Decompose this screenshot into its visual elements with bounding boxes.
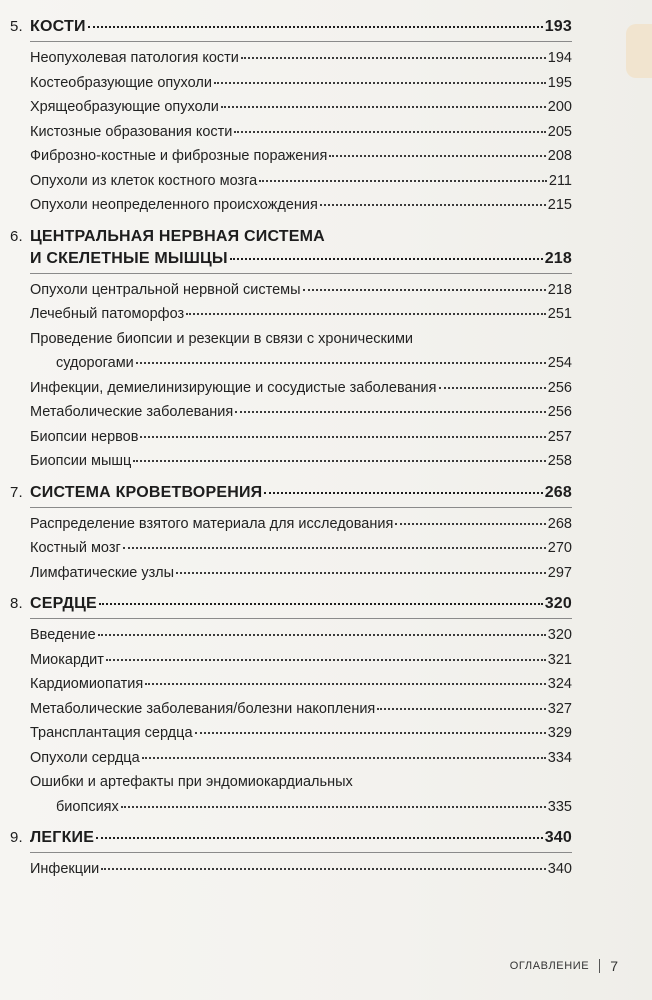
toc-entry-title: биопсиях [56, 798, 119, 815]
chapter-page-number: 268 [544, 483, 572, 501]
page-edge-tab [626, 24, 652, 78]
toc-entry-page-number: 195 [547, 74, 572, 91]
chapter-divider [30, 852, 572, 853]
toc-entry[interactable] [30, 120, 572, 145]
toc-entry-title: Опухоли сердца [30, 749, 140, 766]
dot-leader [241, 57, 546, 59]
dot-leader [123, 547, 546, 549]
toc-entry-title: Ошибки и артефакты при эндомиокардиальных [30, 774, 353, 790]
toc-entry[interactable] [30, 746, 572, 771]
toc-entry[interactable] [30, 400, 572, 425]
toc-entry-title: Фиброзно-костные и фиброзные поражения [30, 148, 328, 164]
toc-entry[interactable] [30, 169, 572, 194]
toc-entry-title: Опухоли центральной нервной системы [30, 281, 301, 298]
chapter-heading[interactable] [10, 226, 572, 270]
chapter-page-number: 340 [544, 829, 572, 846]
toc-entry-title: Опухоли неопределенного происхождения [30, 197, 318, 213]
toc-entry-title: Инфекции [30, 861, 100, 877]
chapter-3 [10, 482, 572, 586]
toc-entry[interactable] [30, 512, 572, 537]
chapter-heading[interactable] [10, 16, 572, 38]
toc-entry-page-number: 215 [547, 197, 572, 213]
toc-entry[interactable] [30, 193, 572, 218]
chapter-heading[interactable] [10, 482, 572, 504]
dot-leader [329, 155, 546, 157]
dot-leader [234, 131, 545, 133]
toc-entry-page-number: 334 [547, 749, 572, 766]
dot-leader [142, 757, 546, 759]
dot-leader [230, 258, 543, 260]
chapter-title: СИСТЕМА КРОВЕТВОРЕНИЯ [30, 483, 263, 501]
chapter-number: 5. [10, 18, 23, 35]
toc-entry-page-number: 200 [547, 99, 572, 115]
dot-leader [320, 204, 546, 206]
toc-entry-page-number: 208 [547, 148, 572, 164]
dot-leader [145, 683, 546, 685]
chapter-heading[interactable] [10, 593, 572, 615]
dot-leader [395, 523, 545, 525]
toc-entry-page-number: 251 [547, 306, 572, 322]
toc-entry[interactable] [30, 302, 572, 327]
toc-entry-page-number: 327 [547, 700, 572, 717]
dot-leader [140, 436, 545, 438]
dot-leader [186, 313, 546, 315]
toc-entry-title: Миокардит [30, 651, 104, 668]
chapter-title: ЦЕНТРАЛЬНАЯ НЕРВНАЯ СИСТЕМА [30, 227, 325, 245]
toc-entry-page-number: 268 [547, 515, 572, 532]
toc-entry[interactable] [30, 857, 572, 882]
toc-entry-title: Трансплантация сердца [30, 725, 193, 741]
chapter-5 [10, 827, 572, 882]
toc-entry-title: судорогами [56, 355, 134, 371]
dot-leader [106, 659, 546, 661]
toc-entry-title: Опухоли из клеток костного мозга [30, 172, 258, 189]
dot-leader [136, 362, 546, 364]
toc-entry-page-number: 270 [547, 540, 572, 556]
dot-leader [96, 837, 543, 839]
toc-entry-page-number: 211 [548, 172, 572, 189]
toc-entry[interactable] [30, 561, 572, 586]
toc-entry-title: Биопсии мышц [30, 453, 132, 469]
toc-entry[interactable] [30, 144, 572, 169]
toc-entry-title: Лимфатические узлы [30, 564, 175, 581]
toc-entry-title: Кистозные образования кости [30, 123, 233, 140]
toc-entry-title: Хрящеобразующие опухоли [30, 99, 219, 115]
toc-entry-page-number: 320 [547, 627, 572, 643]
chapter-entries [30, 46, 572, 218]
dot-leader [98, 634, 546, 636]
toc-entry-title: Неопухолевая патология кости [30, 50, 239, 66]
toc-entry[interactable] [30, 46, 572, 71]
toc-entry[interactable] [30, 770, 572, 819]
chapter-divider [30, 507, 572, 508]
chapter-divider [30, 618, 572, 619]
toc-entry[interactable] [30, 697, 572, 722]
chapter-entries [30, 623, 572, 819]
dot-leader [264, 492, 542, 494]
toc-entry-page-number: 257 [547, 428, 572, 445]
toc-entry-page-number: 218 [547, 281, 572, 298]
chapter-divider [30, 273, 572, 274]
toc-entry-page-number: 324 [547, 676, 572, 692]
chapter-1 [10, 16, 572, 218]
dot-leader [99, 603, 543, 605]
dot-leader [221, 106, 546, 108]
toc-entry-page-number: 335 [547, 798, 572, 815]
chapter-page-number: 218 [544, 249, 572, 267]
toc-entry-page-number: 297 [547, 564, 572, 581]
toc-entry[interactable] [30, 278, 572, 303]
toc-entry[interactable] [30, 449, 572, 474]
chapter-number: 7. [10, 483, 23, 501]
chapter-number: 9. [10, 829, 23, 846]
dot-leader [121, 806, 546, 808]
dot-leader [195, 732, 546, 734]
chapter-title: ЛЕГКИЕ [30, 829, 95, 846]
dot-leader [133, 460, 545, 462]
chapter-2 [10, 226, 572, 474]
chapter-number: 6. [10, 227, 23, 245]
toc-entry-title: Кардиомиопатия [30, 676, 144, 692]
chapter-heading[interactable] [10, 827, 572, 849]
toc-entry-page-number: 256 [547, 404, 572, 420]
dot-leader [377, 708, 546, 710]
chapter-title: КОСТИ [30, 18, 86, 35]
dot-leader [101, 868, 546, 870]
dot-leader [303, 289, 546, 291]
chapter-entries [30, 278, 572, 474]
page-footer [510, 958, 618, 974]
dot-leader [88, 26, 543, 28]
toc-entry-page-number: 256 [547, 379, 572, 396]
toc-entry[interactable] [30, 71, 572, 96]
toc-entry[interactable] [30, 721, 572, 746]
toc-entry-page-number: 254 [547, 355, 572, 371]
toc-entry[interactable] [30, 536, 572, 561]
chapter-4 [10, 593, 572, 819]
chapter-page-number: 193 [544, 18, 572, 35]
dot-leader [439, 387, 546, 389]
chapter-title: СЕРДЦЕ [30, 595, 97, 612]
dot-leader [259, 180, 547, 182]
toc-entry[interactable] [30, 672, 572, 697]
page-number: 7 [610, 958, 618, 974]
toc-entry-title: Костеобразующие опухоли [30, 74, 212, 91]
toc-entry-page-number: 321 [547, 651, 572, 668]
toc-entry-page-number: 205 [547, 123, 572, 140]
toc-entry-title: Проведение биопсии и резекции в связи с хроническими [30, 330, 414, 347]
toc-entry-page-number: 329 [547, 725, 572, 741]
chapter-divider [30, 41, 572, 42]
footer-section-label: ОГЛАВЛЕНИЕ [509, 960, 590, 972]
toc-entry-title: Костный мозг [30, 540, 121, 556]
dot-leader [214, 82, 546, 84]
toc-entry-page-number: 194 [547, 50, 572, 66]
toc-entry[interactable] [30, 425, 572, 450]
dot-leader [176, 572, 546, 574]
chapter-number: 8. [10, 595, 23, 612]
dot-leader [235, 411, 546, 413]
toc-entry-title: Лечебный патоморфоз [30, 306, 185, 322]
toc-entry-title: Инфекции, демиелинизирующие и сосудистые заболевания [30, 379, 437, 396]
toc-entry[interactable] [30, 376, 572, 401]
toc-entry-page-number: 258 [547, 453, 572, 469]
toc-entry-title: Распределение взятого материала для исследования [30, 515, 394, 532]
toc-entry-title: Введение [30, 627, 96, 643]
toc-entry-title: Метаболические заболевания/болезни накопления [30, 700, 376, 717]
toc-entry-title: Биопсии нервов [30, 428, 139, 445]
toc-entry[interactable] [30, 327, 572, 376]
toc-entry-page-number: 340 [547, 861, 572, 877]
toc-entry[interactable] [30, 623, 572, 648]
table-of-contents [10, 16, 572, 882]
chapter-entries [30, 512, 572, 586]
toc-entry-title: Метаболические заболевания [30, 404, 234, 420]
chapter-title: И СКЕЛЕТНЫЕ МЫШЦЫ [30, 249, 228, 267]
toc-entry[interactable] [30, 648, 572, 673]
footer-separator [599, 959, 600, 973]
toc-entry[interactable] [30, 95, 572, 120]
chapter-entries [30, 857, 572, 882]
chapter-page-number: 320 [544, 595, 572, 612]
